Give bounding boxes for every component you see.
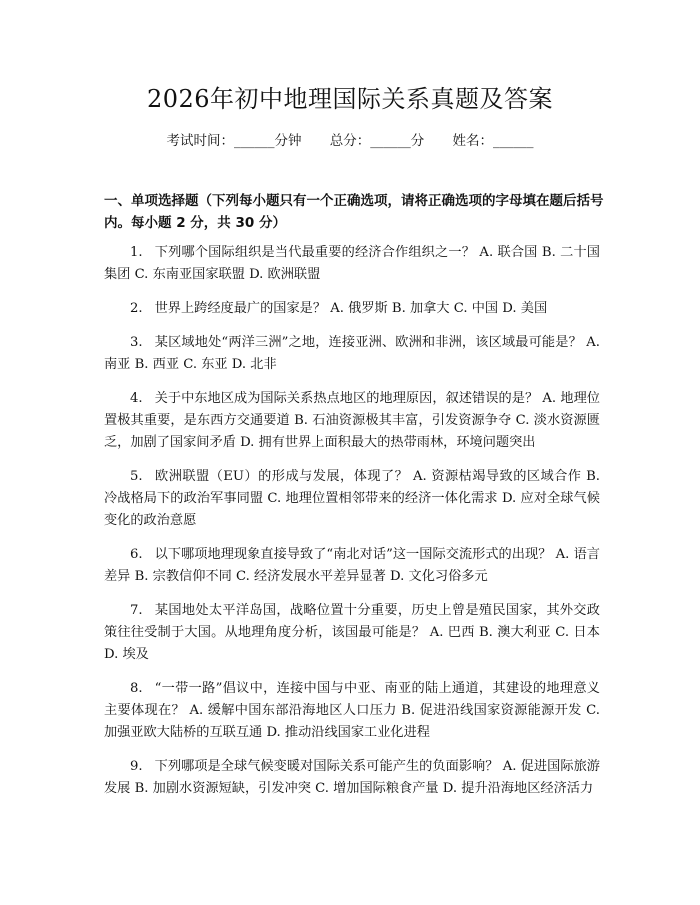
question-list bbox=[104, 242, 600, 812]
question-text: 某国地处太平洋岛国，战略位置十分重要，历史上曾是殖民国家，其外交政策往往受制于大国。从地理角度分析，该国最可能是？ A. 巴西 B. 澳大利亚 C. 日本 D. 埃及 bbox=[104, 603, 600, 662]
question-text: 下列哪项是全球气候变暖对国际关系可能产生的负面影响？ A. 促进国际旅游发展 B. 加剧水资源短缺，引发冲突 C. 增加国际粮食产量 D. 提升沿海地区经济活力 bbox=[104, 759, 600, 796]
total-score-label: 总分： bbox=[329, 133, 371, 149]
question-item bbox=[104, 678, 600, 744]
question-number: 7. bbox=[130, 603, 143, 618]
exam-time-unit: 分钟 bbox=[274, 133, 302, 149]
name-label: 姓名： bbox=[452, 133, 494, 149]
question-text: 以下哪项地理现象直接导致了“南北对话”这一国际交流形式的出现？ A. 语言差异 B. 宗教信仰不同 C. 经济发展水平差异显著 D. 文化习俗多元 bbox=[104, 547, 600, 584]
question-text: “一带一路”倡议中，连接中国与中亚、南亚的陆上通道，其建设的地理意义主要体现在？ A. 缓解中国东部沿海地区人口压力 B. 促进沿线国家资源能源开发 C. 加强亚欧大陆桥的互联互通 D. 推动沿线国家工业化进程 bbox=[104, 681, 600, 740]
question-number: 4. bbox=[130, 391, 143, 406]
total-score-field bbox=[330, 130, 425, 152]
question-item bbox=[104, 298, 600, 320]
question-number: 5. bbox=[130, 469, 143, 484]
question-number: 1. bbox=[130, 245, 143, 260]
question-number: 9. bbox=[130, 759, 143, 774]
name-blank: ______ bbox=[493, 133, 534, 149]
total-score-unit: 分 bbox=[410, 133, 425, 149]
question-item bbox=[104, 466, 600, 532]
question-number: 8. bbox=[130, 681, 143, 696]
question-text: 某区域地处“两洋三洲”之地，连接亚洲、欧洲和非洲，该区域最可能是？ A. 南亚 B. 西亚 C. 东亚 D. 北非 bbox=[104, 335, 600, 372]
question-number: 3. bbox=[130, 335, 143, 350]
total-score-blank: ______ bbox=[370, 133, 411, 149]
page-title: 2026年初中地理国际关系真题及答案 bbox=[146, 85, 554, 113]
exam-meta bbox=[0, 130, 700, 152]
question-number: 6. bbox=[130, 547, 143, 562]
exam-time-field bbox=[166, 130, 301, 152]
question-item bbox=[104, 756, 600, 800]
question-item bbox=[104, 388, 600, 454]
question-text: 世界上跨经度最广的国家是？ A. 俄罗斯 B. 加拿大 C. 中国 D. 美国 bbox=[154, 301, 548, 316]
question-text: 关于中东地区成为国际关系热点地区的地理原因，叙述错误的是？ A. 地理位置极其重要，是东西方交通要道 B. 石油资源极其丰富，引发资源争夺 C. 淡水资源匮乏，加剧了国家间矛盾 D. 拥有世界上面积最大的热带雨林，环境问题突出 bbox=[104, 391, 600, 450]
name-field bbox=[453, 130, 534, 152]
section-heading: 一、单项选择题（下列每小题只有一个正确选项，请将正确选项的字母填在题后括号内。每小题 2 分，共 30 分） bbox=[104, 193, 604, 231]
question-text: 欧洲联盟（EU）的形成与发展，体现了？ A. 资源枯竭导致的区域合作 B. 冷战格局下的政治军事同盟 C. 地理位置相邻带来的经济一体化需求 D. 应对全球气候变化的政治意愿 bbox=[104, 469, 600, 528]
question-item bbox=[104, 600, 600, 666]
exam-time-blank: ______ bbox=[233, 133, 275, 149]
question-number: 2. bbox=[130, 301, 143, 316]
question-item bbox=[104, 242, 600, 286]
question-text: 下列哪个国际组织是当代最重要的经济合作组织之一？ A. 联合国 B. 二十国集团 C. 东南亚国家联盟 D. 欧洲联盟 bbox=[104, 245, 600, 282]
exam-time-label: 考试时间： bbox=[166, 133, 234, 149]
question-item bbox=[104, 332, 600, 376]
question-item bbox=[104, 544, 600, 588]
